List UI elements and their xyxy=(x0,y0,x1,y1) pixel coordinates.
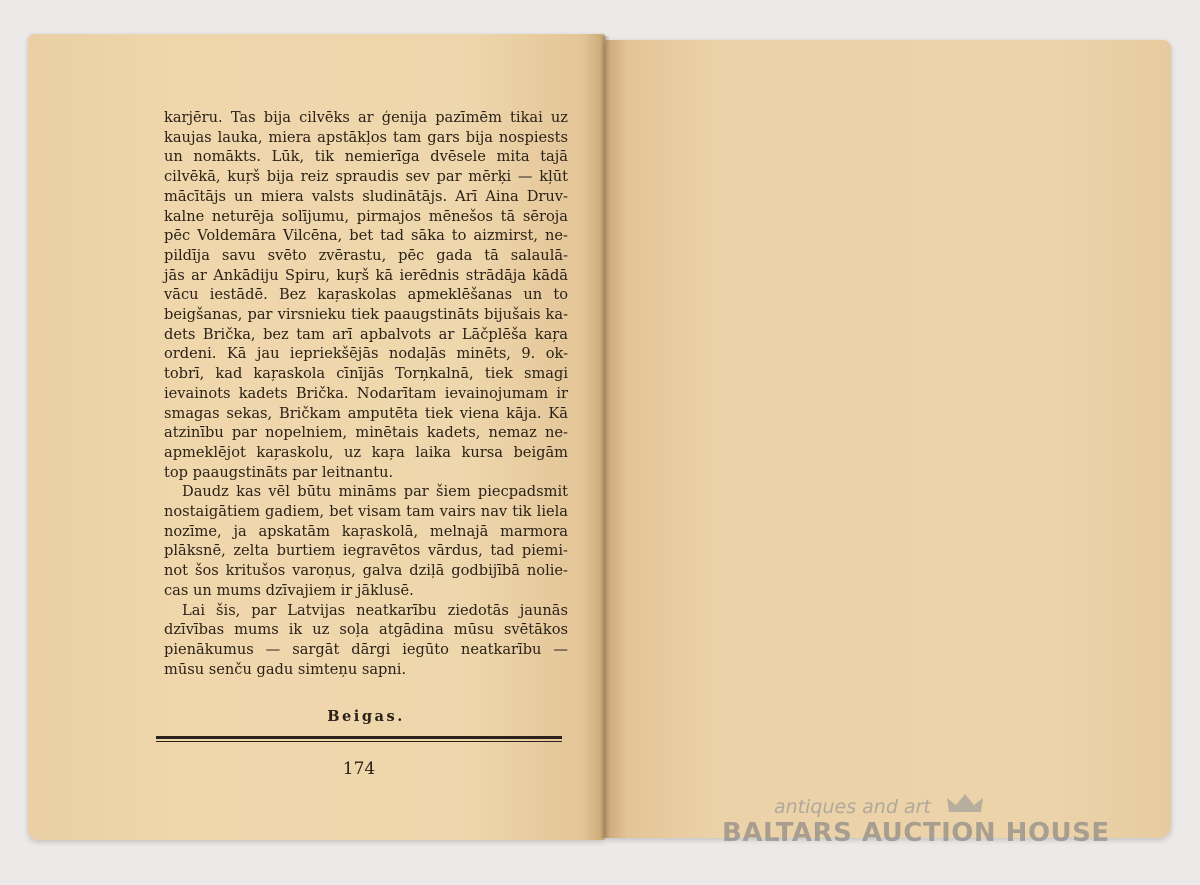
open-book xyxy=(28,30,1178,845)
text-line: pienākumus — sargāt dārgi iegūto neatkarību — xyxy=(164,640,568,658)
text-line: plāksnē, zelta burtiem iegravētos vārdus, tad piemi- xyxy=(164,542,568,560)
text-line: dzīvības mums ik uz soļa atgādina mūsu svētākos xyxy=(164,621,568,639)
text-line: cilvēkā, kuŗš bija reiz spraudis sev par mērķi — kļūt xyxy=(164,168,568,186)
text-line: ievainots kadets Brička. Nodarītam ievainojumam ir xyxy=(164,384,568,402)
text-line: apmeklējot kaŗaskolu, uz kaŗa laika kursa beigām xyxy=(164,443,568,461)
text-line: Lai šis, par Latvijas neatkarību ziedotās jaunās xyxy=(182,601,568,619)
text-line: atzinību par nopelniem, minētais kadets, nemaz ne- xyxy=(164,424,568,442)
text-line: dets Brička, bez tam arī apbalvots ar Lāčplēša kaŗa xyxy=(164,325,568,343)
text-line: not šos kritušos varoņus, galva dziļā godbijībā nolie- xyxy=(164,562,568,580)
text-line: mūsu senču gadu simteņu sapni. xyxy=(164,660,407,678)
text-line: vācu iestādē. Bez kaŗaskolas apmeklēšanas un to xyxy=(164,286,568,304)
watermark-tagline: antiques and art xyxy=(774,796,931,818)
text-line: tobrī, kad kaŗaskola cīnījās Torņkalnā, tiek smagi xyxy=(164,365,568,383)
text-line: nozīme, ja apskatām kaŗaskolā, melnajā marmora xyxy=(164,522,568,540)
end-rule-thin xyxy=(156,741,562,742)
book-spine xyxy=(600,36,610,838)
text-line: jās ar Ankādiju Spiru, kuŗš kā ierēdnis strādāja kādā xyxy=(164,266,568,284)
text-line: mācītājs un miera valsts sludinātājs. Arī Aina Druv- xyxy=(164,187,568,205)
end-rule xyxy=(156,736,562,739)
text-line: ordeni. Kā jau iepriekšējās nodaļās minēts, 9. ok- xyxy=(164,345,568,363)
text-line: pēc Voldemāra Vilcēna, bet tad sāka to aizmirst, ne- xyxy=(164,227,568,245)
right-page-blank xyxy=(605,40,1171,838)
text-line: karjēru. Tas bija cilvēks ar ģenija pazīmēm tikai uz xyxy=(164,109,568,126)
text-line: smagas sekas, Bričkam amputēta tiek viena kāja. Kā xyxy=(164,404,568,422)
text-line: beigšanas, par virsnieku tiek paaugstināts bijušais ka- xyxy=(164,306,568,324)
left-page xyxy=(28,34,605,840)
text-line: pildīja savu svēto zvērastu, pēc gada tā salaulā- xyxy=(164,246,568,264)
text-line: Daudz kas vēl būtu mināms par šiem piecpadsmit xyxy=(182,483,568,501)
text-line: top paaugstināts par leitnantu. xyxy=(164,463,394,481)
page-text xyxy=(164,108,568,679)
text-line: kaujas lauka, miera apstākļos tam gars bija nospiests xyxy=(164,128,568,146)
page-number: 174 xyxy=(342,759,376,779)
text-line: nostaigātiem gadiem, bet visam tam vairs nav tik liela xyxy=(164,503,568,521)
text-line: cas un mums dzīvajiem ir jāklusē. xyxy=(164,581,414,599)
closing-word: Beigas. xyxy=(327,708,405,725)
text-line: un nomākts. Lūk, tik nemierīga dvēsele mita tajā xyxy=(164,148,568,166)
watermark-name: BALTARS AUCTION HOUSE xyxy=(722,818,1110,848)
text-line: kalne neturēja solījumu, pirmajos mēnešos tā sēroja xyxy=(164,207,568,225)
